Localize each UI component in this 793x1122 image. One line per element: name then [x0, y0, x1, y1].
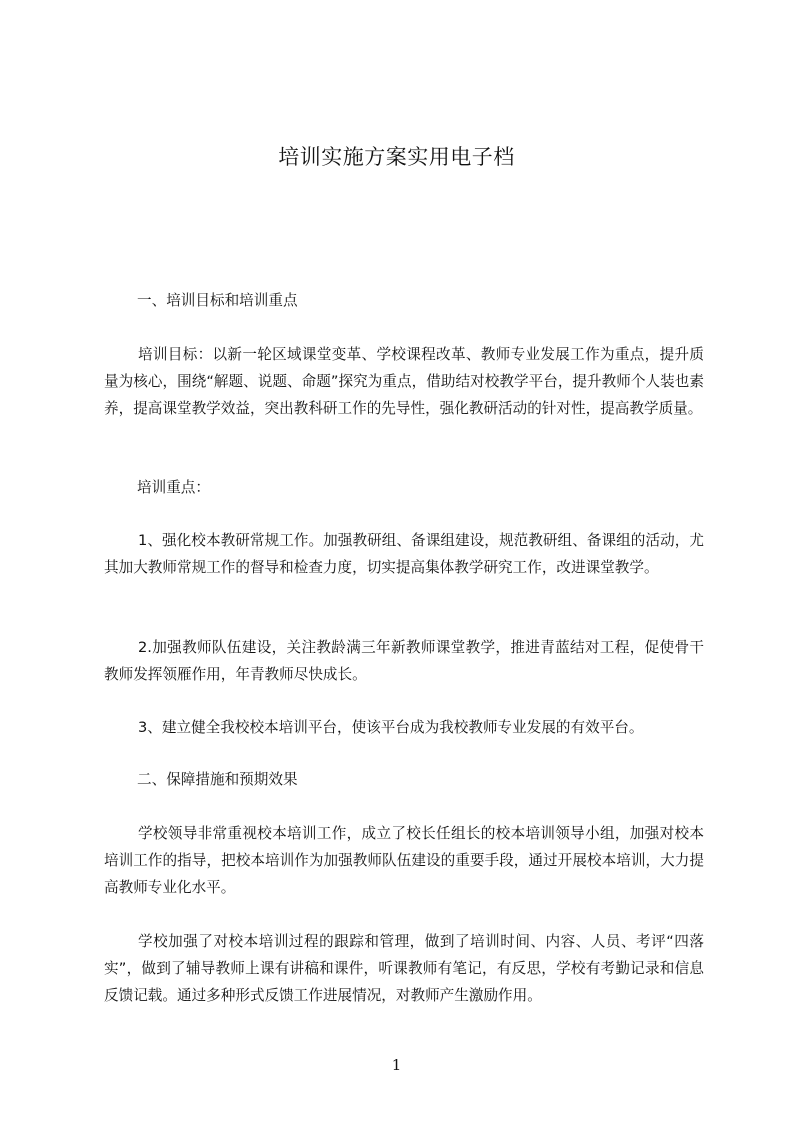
document-title: 培训实施方案实用电子档 — [278, 145, 515, 169]
measure-paragraph-2: 学校加强了对校本培训过程的跟踪和管理，做到了培训时间、内容、人员、考评“四落实”，做到了辅导教师上课有讲稿和课件，听课教师有笔记，有反思，学校有考勤记录和信息反馈记载。通过多种形式反馈工作进展情况，对教师产生激励作用。 — [104, 933, 704, 1004]
measure-paragraph-1: 学校领导非常重视校本培训工作，成立了校长任组长的校本培训领导小组，加强对校本培训工作的指导，把校本培训作为加强教师队伍建设的重要手段，通过开展校本培训，大力提高教师专业化水平。 — [104, 825, 704, 896]
goal-paragraph: 培训目标：以新一轮区域课堂变革、学校课程改革、教师专业发展工作为重点，提升质量为核心，围绕“解题、说题、命题”探究为重点，借助结对校教学平台，提升教师个人装也素养，提高课堂教学效益，突出教科研工作的先导性，强化教研活动的针对性，提高教学质量。 — [104, 346, 704, 417]
page-number: 1 — [391, 1056, 402, 1074]
focus-item-3: 3、建立健全我校校本培训平台，使该平台成为我校教师专业发展的有效平台。 — [138, 719, 644, 736]
section-heading-measures: 二、保障措施和预期效果 — [137, 771, 298, 788]
focus-item-1: 1、强化校本教研常规工作。加强教研组、备课组建设，规范教研组、备课组的活动，尤其加大教师常规工作的督导和检查力度，切实提高集体教学研究工作，改进课堂教学。 — [104, 532, 704, 576]
section-heading-goals: 一、培训目标和培训重点 — [137, 292, 298, 309]
focus-item-2: 2.加强教师队伍建设，关注教龄满三年新教师课堂教学，推进青蓝结对工程，促使骨干教师发挥领雁作用，年青教师尽快成长。 — [104, 639, 704, 683]
focus-label: 培训重点： — [137, 479, 210, 496]
